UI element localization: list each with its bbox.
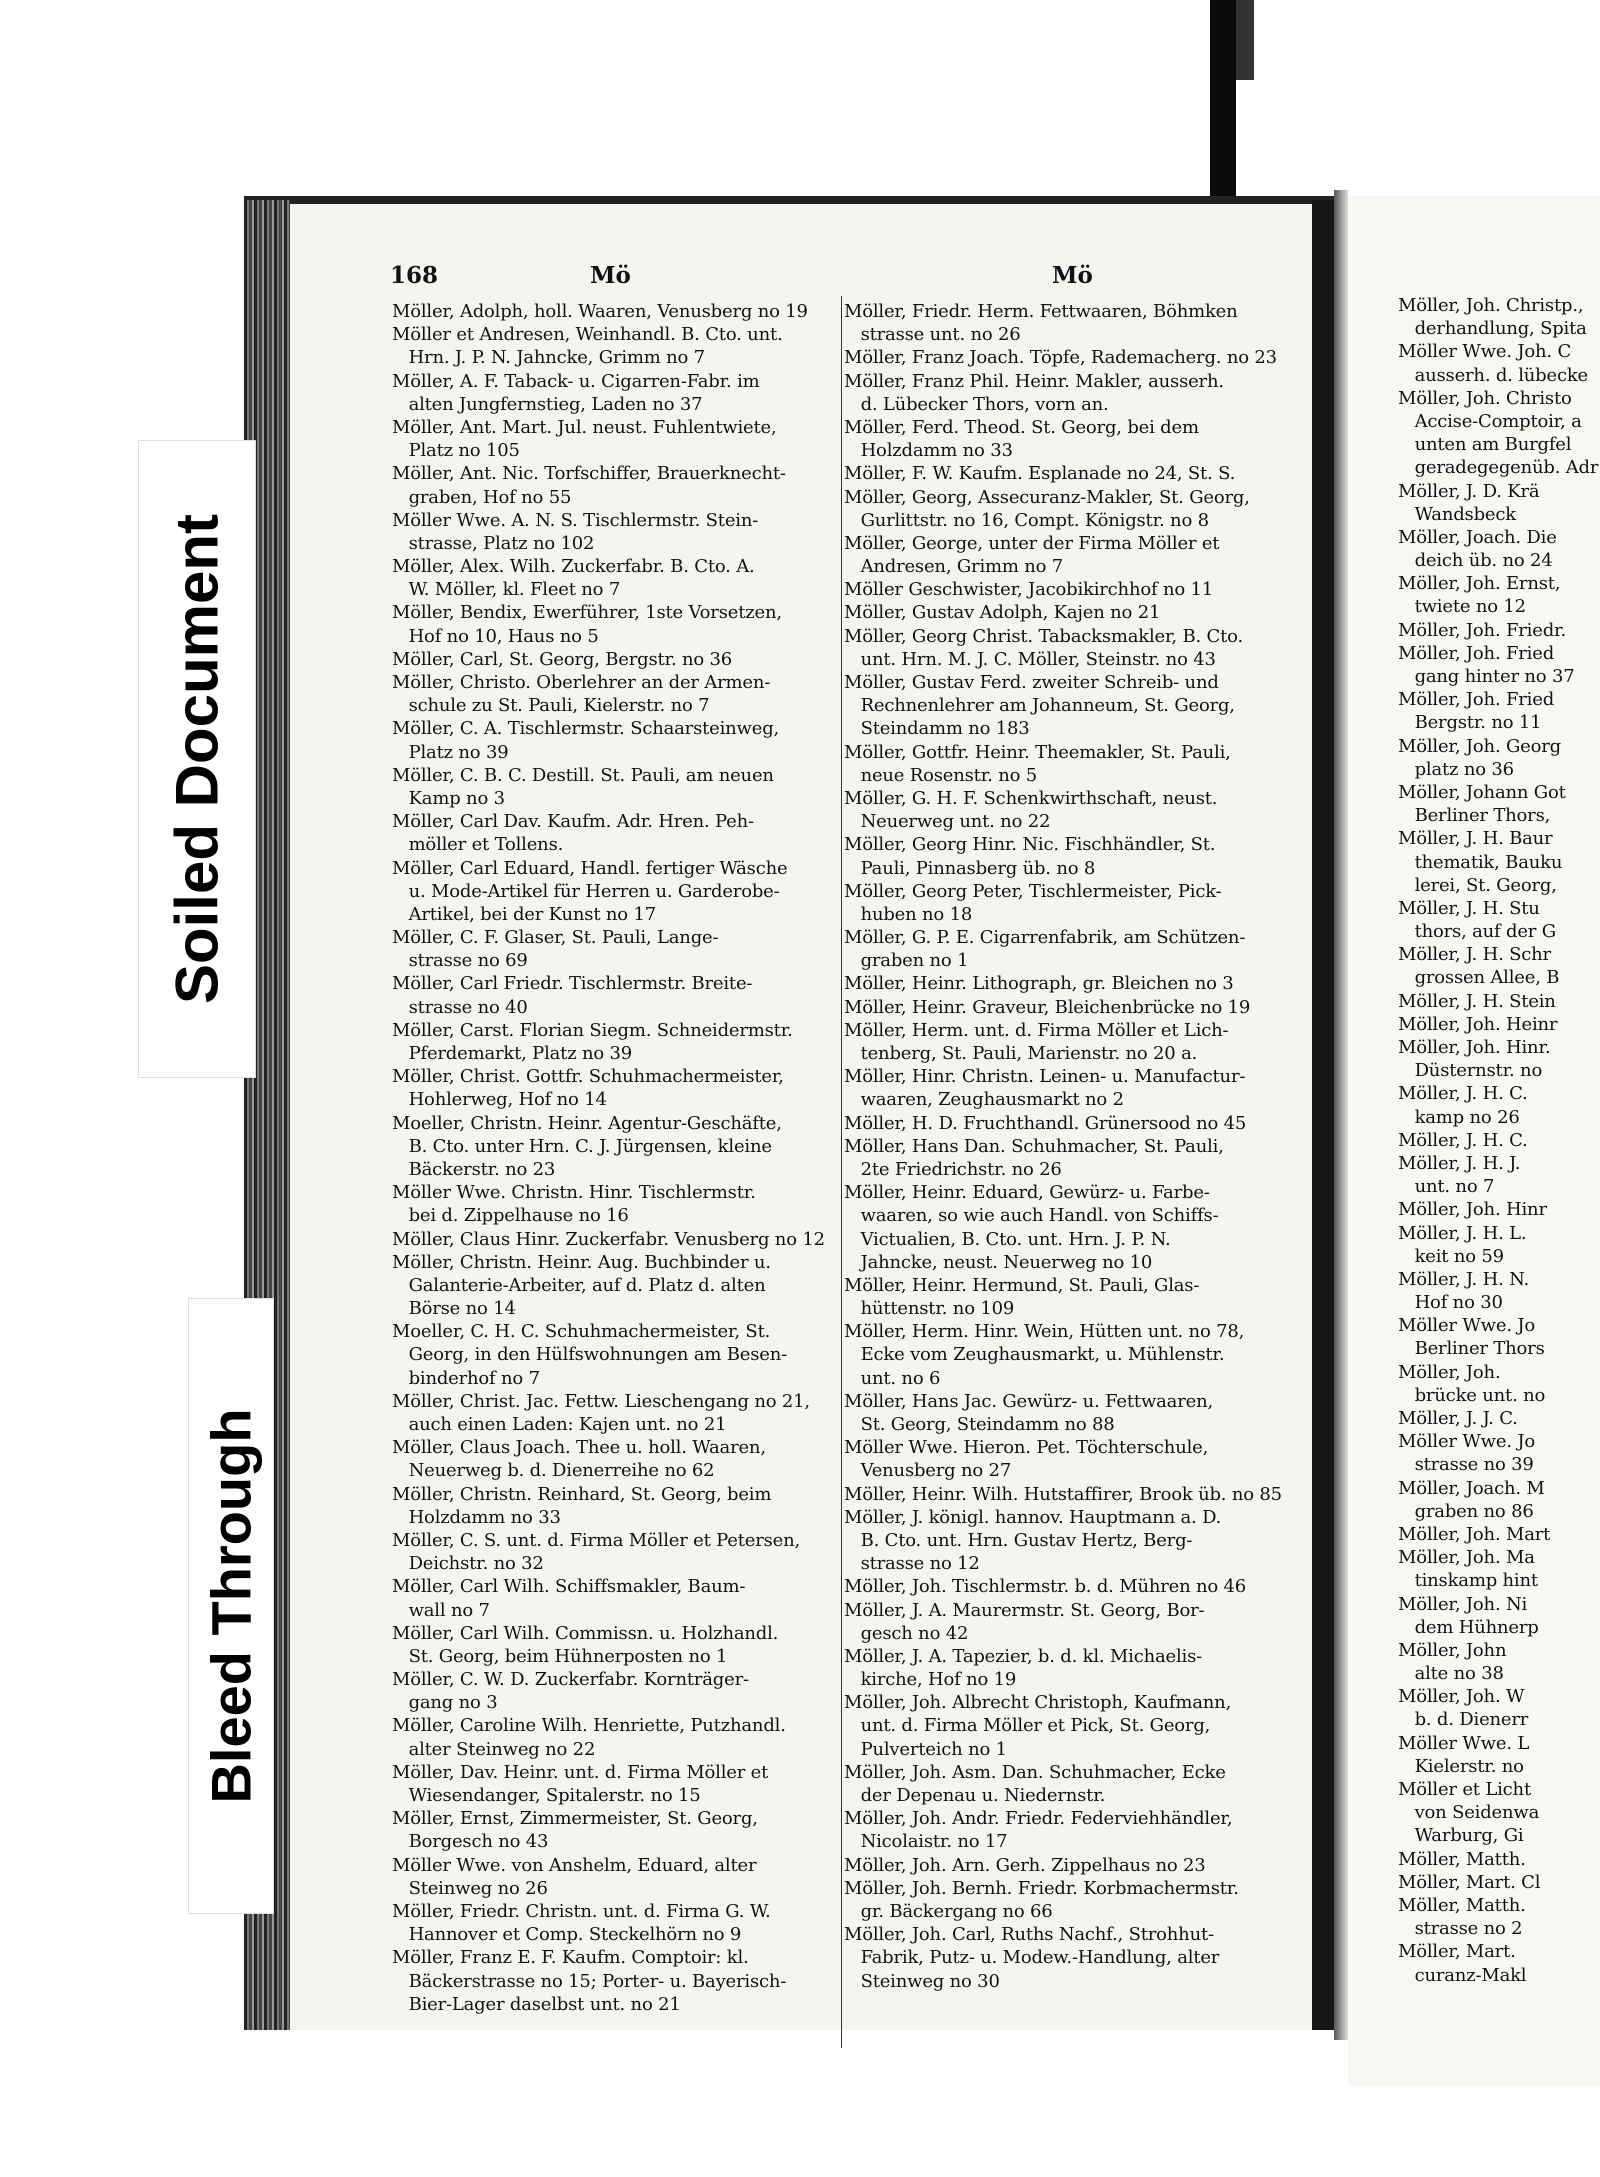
directory-line: Möller, Alex. Wilh. Zuckerfabr. B. Cto. A.	[392, 556, 755, 578]
directory-line: Möller Wwe. Hieron. Pet. Töchterschule,	[844, 1437, 1209, 1459]
directory-line: Kielerstr. no	[1398, 1755, 1524, 1777]
directory-line: tinskamp hint	[1398, 1570, 1538, 1592]
directory-line: strasse unt. no 26	[844, 324, 1021, 346]
directory-line: Möller, Joh. Bernh. Friedr. Korbmachermstr.	[844, 1877, 1239, 1899]
directory-line: Möller, Carst. Florian Siegm. Schneidermstr.	[392, 1019, 793, 1041]
directory-line: Düsternstr. no	[1398, 1060, 1543, 1082]
directory-line: Möller, Mart. Cl	[1398, 1871, 1541, 1893]
directory-line: Warburg, Gi	[1398, 1825, 1524, 1847]
directory-line: Möller, Joh.	[1398, 1361, 1501, 1383]
directory-line: Hohlerweg, Hof no 14	[392, 1089, 607, 1111]
directory-line: unt. no 6	[844, 1367, 941, 1389]
directory-line: Möller, John	[1398, 1639, 1507, 1661]
directory-line: Möller, Gottfr. Heinr. Theemakler, St. Pauli,	[844, 741, 1231, 763]
directory-line: Möller, Franz Joach. Töpfe, Rademacherg. no 23	[844, 347, 1277, 369]
directory-line: ausserh. d. lübecke	[1398, 364, 1588, 386]
directory-line: Möller, J. H. Schr	[1398, 944, 1551, 966]
running-header-left: Mö	[590, 262, 631, 289]
directory-line: Platz no 105	[392, 440, 520, 462]
directory-line: Möller, Joach. M	[1398, 1477, 1545, 1499]
scanner-edge-strip-2	[1236, 0, 1254, 80]
directory-line: Möller, Joh. Hinr.	[1398, 1037, 1551, 1058]
directory-line: St. Georg, beim Hühnerposten no 1	[392, 1645, 728, 1667]
directory-line: Möller Wwe. Jo	[1398, 1315, 1536, 1337]
directory-line: Moeller, Christn. Heinr. Agentur-Geschäfte,	[392, 1112, 782, 1134]
soiled-document-text: Soiled Document	[163, 513, 231, 1005]
directory-line: Pulverteich no 1	[844, 1738, 1007, 1760]
directory-line: Möller, Georg Christ. Tabacksmakler, B. Cto.	[844, 625, 1243, 647]
directory-line: Neuerweg b. d. Dienerreihe no 62	[392, 1460, 715, 1482]
directory-line: Möller, Heinr. Graveur, Bleichenbrücke no 19	[844, 996, 1251, 1018]
directory-line: Möller, Carl Wilh. Schiffsmakler, Baum-	[392, 1576, 746, 1598]
directory-line: Möller, Hinr. Christn. Leinen- u. Manufactur-	[844, 1066, 1246, 1088]
directory-line: Georg, in den Hülfswohnungen am Besen-	[392, 1344, 787, 1366]
directory-line: brücke unt. no	[1398, 1384, 1546, 1406]
directory-line: Möller, C. W. D. Zuckerfabr. Kornträger-	[392, 1669, 749, 1691]
directory-line: hüttenstr. no 109	[844, 1298, 1015, 1320]
directory-line: Möller, Franz E. F. Kaufm. Comptoir: kl.	[392, 1947, 749, 1969]
directory-line: Möller, Ferd. Theod. St. Georg, bei dem	[844, 416, 1199, 438]
directory-line: Möller, J. H. Stu	[1398, 897, 1540, 919]
directory-line: Möller, Joh. Christo	[1398, 387, 1572, 409]
directory-line: schule zu St. Pauli, Kielerstr. no 7	[392, 695, 710, 717]
directory-line: Möller, Joh. Ma	[1398, 1547, 1535, 1569]
directory-line: Wandsbeck	[1398, 503, 1516, 525]
directory-line: Möller, Heinr. Lithograph, gr. Bleichen no 3	[844, 973, 1234, 995]
directory-line: thematik, Bauku	[1398, 851, 1563, 873]
directory-line: Möller, Matth.	[1398, 1894, 1526, 1916]
directory-line: u. Mode-Artikel für Herren u. Garderobe-	[392, 880, 780, 902]
directory-line: Möller, Joh. Christp.,	[1398, 295, 1584, 316]
directory-line: Möller, Hans Jac. Gewürz- u. Fettwaaren,	[844, 1390, 1213, 1412]
directory-line: Möller, Georg Peter, Tischlermeister, Pick-	[844, 880, 1222, 902]
directory-line: Möller, J. H. C.	[1398, 1083, 1528, 1105]
directory-line: strasse, Platz no 102	[392, 532, 595, 554]
directory-line: Möller, Mart.	[1398, 1941, 1516, 1963]
directory-line: Börse no 14	[392, 1298, 516, 1320]
directory-line: Möller, J. H. J.	[1398, 1152, 1521, 1174]
directory-line: Möller, Joh. Ni	[1398, 1593, 1528, 1615]
directory-line: Kamp no 3	[392, 787, 505, 809]
directory-line: 2te Friedrichstr. no 26	[844, 1158, 1062, 1180]
book-gutter	[1334, 190, 1348, 2040]
directory-line: alte no 38	[1398, 1663, 1504, 1685]
directory-line: strasse no 69	[392, 950, 528, 972]
directory-line: auch einen Laden: Kajen unt. no 21	[392, 1414, 727, 1435]
directory-line: b. d. Dienerr	[1398, 1709, 1529, 1731]
directory-line: strasse no 39	[1398, 1454, 1534, 1476]
directory-line: strasse no 40	[392, 996, 528, 1018]
directory-line: waaren, Zeughausmarkt no 2	[844, 1089, 1124, 1111]
directory-line: waaren, so wie auch Handl. von Schiffs-	[844, 1205, 1219, 1227]
directory-line: geradegegenüb. Adr	[1398, 457, 1599, 479]
directory-line: Möller, G. P. E. Cigarrenfabrik, am Schützen-	[844, 927, 1246, 949]
directory-line: bei d. Zippelhause no 16	[392, 1205, 629, 1227]
directory-line: Borgesch no 43	[392, 1831, 549, 1853]
directory-line: Möller, Joh. Georg	[1398, 735, 1561, 757]
directory-line: alter Steinweg no 22	[392, 1738, 596, 1760]
directory-line: Möller, Heinr. Wilh. Hutstaffirer, Brook üb. no 85	[844, 1483, 1282, 1505]
bleed-through-text: Bleed Through	[199, 1408, 263, 1804]
directory-line: Möller, Carl Wilh. Commissn. u. Holzhandl.	[392, 1622, 779, 1644]
directory-line: Möller, Gustav Ferd. zweiter Schreib- und	[844, 672, 1219, 693]
directory-line: Steinweg no 26	[392, 1877, 548, 1899]
book-top-edge	[244, 196, 1334, 204]
directory-line: B. Cto. unt. Hrn. Gustav Hertz, Berg-	[844, 1529, 1193, 1551]
directory-line: Berliner Thors,	[1398, 805, 1551, 827]
directory-line: Möller, Joh. W	[1398, 1686, 1525, 1708]
directory-line: Möller, Heinr. Eduard, Gewürz- u. Farbe-	[844, 1182, 1210, 1204]
directory-line: Möller, Joh. Fried	[1398, 689, 1555, 711]
directory-line: Wiesendanger, Spitalerstr. no 15	[392, 1785, 701, 1806]
directory-line: Möller, Christn. Heinr. Aug. Buchbinder u.	[392, 1251, 771, 1273]
directory-line: Hof no 10, Haus no 5	[392, 625, 599, 647]
directory-line: der Depenau u. Niedernstr.	[844, 1785, 1106, 1806]
directory-line: unt. no 7	[1398, 1176, 1495, 1198]
directory-line: Möller, A. F. Taback- u. Cigarren-Fabr. im	[392, 370, 760, 392]
directory-line: Victualien, B. Cto. unt. Hrn. J. P. N.	[844, 1228, 1171, 1250]
directory-line: Möller, J. H. Stein	[1398, 990, 1556, 1012]
directory-line: Hannover et Comp. Steckelhörn no 9	[392, 1924, 742, 1946]
directory-line: strasse no 2	[1398, 1918, 1523, 1940]
directory-line: huben no 18	[844, 903, 973, 925]
directory-line: wall no 7	[392, 1599, 490, 1621]
directory-line: Möller, George, unter der Firma Möller et	[844, 532, 1220, 554]
directory-line: Pferdemarkt, Platz no 39	[392, 1043, 633, 1064]
directory-line: Möller, Claus Joach. Thee u. holl. Waaren,	[392, 1437, 766, 1459]
directory-line: deich üb. no 24	[1398, 550, 1553, 572]
directory-line: Möller, J. H. Baur	[1398, 828, 1553, 850]
directory-line: Möller, Carl Eduard, Handl. fertiger Wäsche	[392, 857, 788, 879]
directory-line: Deichstr. no 32	[392, 1553, 544, 1575]
directory-line: Steinweg no 30	[844, 1970, 1000, 1992]
directory-line: Möller, C. B. C. Destill. St. Pauli, am neuen	[392, 764, 774, 786]
directory-line: Möller, Ernst, Zimmermeister, St. Georg,	[392, 1808, 758, 1830]
directory-line: Möller, J. D. Krä	[1398, 480, 1540, 502]
directory-line: Möller, Adolph, holl. Waaren, Venusberg no 19	[392, 301, 808, 322]
directory-line: Holzdamm no 33	[844, 440, 1013, 462]
directory-line: curanz-Makl	[1398, 1964, 1527, 1986]
directory-line: Platz no 39	[392, 741, 509, 763]
directory-line: derhandlung, Spita	[1398, 318, 1587, 340]
directory-line: Möller, Hans Dan. Schuhmacher, St. Pauli,	[844, 1135, 1224, 1157]
directory-line: Möller, Caroline Wilh. Henriette, Putzhandl.	[392, 1715, 786, 1737]
directory-line: Pauli, Pinnasberg üb. no 8	[844, 857, 1096, 879]
directory-line: Möller, Dav. Heinr. unt. d. Firma Möller et	[392, 1761, 769, 1783]
directory-line: Bergstr. no 11	[1398, 712, 1542, 734]
directory-line: kirche, Hof no 19	[844, 1669, 1017, 1691]
directory-line: Hof no 30	[1398, 1292, 1503, 1314]
directory-line: Möller, Franz Phil. Heinr. Makler, ausserh.	[844, 370, 1224, 392]
directory-line: Möller Wwe. von Anshelm, Eduard, alter	[392, 1854, 757, 1876]
directory-line: Möller, J. H. N.	[1398, 1268, 1530, 1290]
directory-line: Galanterie-Arbeiter, auf d. Platz d. alten	[392, 1274, 766, 1296]
directory-line: Berliner Thors	[1398, 1338, 1545, 1360]
directory-line: Möller, Carl Friedr. Tischlermstr. Breite-	[392, 973, 753, 995]
directory-line: neue Rosenstr. no 5	[844, 764, 1037, 786]
directory-line: von Seidenwa	[1398, 1802, 1540, 1824]
directory-line: Möller, Joh. Mart	[1398, 1523, 1551, 1545]
directory-line: platz no 36	[1398, 758, 1514, 780]
directory-column-right	[844, 300, 1302, 1993]
directory-line: Bäckerstr. no 23	[392, 1158, 556, 1180]
directory-line: Möller, Christn. Reinhard, St. Georg, beim	[392, 1483, 772, 1505]
directory-line: Moeller, C. H. C. Schuhmachermeister, St.	[392, 1321, 771, 1343]
directory-line: Neuerweg unt. no 22	[844, 811, 1051, 833]
directory-line: Möller, Ant. Nic. Torfschiffer, Brauerknecht-	[392, 463, 786, 485]
directory-line: Möller, Joh. Tischlermstr. b. d. Mühren no 46	[844, 1576, 1247, 1598]
directory-line: grossen Allee, B	[1398, 967, 1560, 989]
directory-line: Möller, Georg Hinr. Nic. Fischhändler, St.	[844, 834, 1216, 856]
directory-line: Holzdamm no 33	[392, 1506, 561, 1528]
directory-line: Möller, Christ. Jac. Fettw. Lieschengang no 21,	[392, 1390, 810, 1412]
directory-line: Möller, Ant. Mart. Jul. neust. Fuhlentwiete,	[392, 416, 777, 438]
directory-line: dem Hühnerp	[1398, 1616, 1539, 1638]
directory-line: Möller, J. J. C.	[1398, 1408, 1518, 1429]
directory-line: Möller Wwe. Christn. Hinr. Tischlermstr.	[392, 1182, 756, 1204]
directory-line: Möller, J. H. C.	[1398, 1129, 1528, 1151]
directory-line: Möller, Joh. Heinr	[1398, 1013, 1558, 1035]
directory-line: B. Cto. unter Hrn. C. J. Jürgensen, kleine	[392, 1135, 772, 1157]
directory-line: Möller, C. F. Glaser, St. Pauli, Lange-	[392, 927, 719, 949]
directory-line: Möller, Herm. unt. d. Firma Möller et Lich-	[844, 1019, 1229, 1041]
directory-line: gang hinter no 37	[1398, 666, 1575, 687]
directory-line: Möller Wwe. A. N. S. Tischlermstr. Stein-	[392, 509, 759, 531]
directory-line: Möller, Gustav Adolph, Kajen no 21	[844, 602, 1161, 624]
directory-line: unten am Burgfel	[1398, 434, 1572, 456]
directory-line: Möller, Joh. Asm. Dan. Schuhmacher, Ecke	[844, 1761, 1226, 1783]
directory-line: alten Jungfernstieg, Laden no 37	[392, 393, 703, 415]
directory-line: Gurlittstr. no 16, Compt. Königstr. no 8	[844, 509, 1209, 531]
directory-line: Möller, Joh. Albrecht Christoph, Kaufmann,	[844, 1692, 1232, 1714]
directory-line: Fabrik, Putz- u. Modew.-Handlung, alter	[844, 1947, 1220, 1969]
directory-line: graben no 86	[1398, 1500, 1534, 1522]
facing-page-column	[1398, 294, 1600, 1987]
directory-line: Möller, Carl, St. Georg, Bergstr. no 36	[392, 648, 733, 670]
directory-line: Möller, J. H. L.	[1398, 1222, 1527, 1244]
directory-line: gesch no 42	[844, 1622, 969, 1644]
directory-line: Möller, Matth.	[1398, 1848, 1526, 1870]
directory-line: Hrn. J. P. N. Jahncke, Grimm no 7	[392, 347, 705, 369]
directory-line: unt. Hrn. M. J. C. Möller, Steinstr. no 43	[844, 648, 1216, 670]
scanner-edge-strip	[1210, 0, 1236, 196]
directory-line: Jahncke, neust. Neuerweg no 10	[844, 1251, 1153, 1273]
directory-line: Bäckerstrasse no 15; Porter- u. Bayerisch-	[392, 1970, 787, 1992]
directory-line: Rechnenlehrer am Johanneum, St. Georg,	[844, 695, 1235, 717]
directory-line: d. Lübecker Thors, vorn an.	[844, 393, 1109, 415]
directory-line: twiete no 12	[1398, 596, 1526, 618]
directory-line: St. Georg, Steindamm no 88	[844, 1414, 1115, 1435]
directory-line: Möller, C. A. Tischlermstr. Schaarsteinweg,	[392, 718, 780, 740]
directory-line: graben no 1	[844, 950, 969, 972]
directory-line: lerei, St. Georg,	[1398, 874, 1557, 896]
directory-line: möller et Tollens.	[392, 834, 564, 856]
directory-line: Möller, Friedr. Herm. Fettwaaren, Böhmken	[844, 301, 1238, 322]
directory-line: Möller et Andresen, Weinhandl. B. Cto. unt.	[392, 324, 783, 346]
directory-line: Möller, J. A. Maurermstr. St. Georg, Bor-	[844, 1599, 1205, 1621]
directory-line: Möller, H. D. Fruchthandl. Grünersood no 45	[844, 1112, 1247, 1134]
directory-line: gang no 3	[392, 1692, 498, 1714]
directory-line: Möller, F. W. Kaufm. Esplanade no 24, St. S.	[844, 463, 1236, 485]
directory-line: keit no 59	[1398, 1245, 1504, 1267]
directory-line: strasse no 12	[844, 1553, 980, 1575]
directory-line: Möller et Licht	[1398, 1779, 1531, 1800]
directory-line: Möller, Herm. Hinr. Wein, Hütten unt. no 78,	[844, 1321, 1245, 1343]
directory-column-left	[392, 300, 840, 2016]
directory-line: Möller, Claus Hinr. Zuckerfabr. Venusberg no 12	[392, 1228, 825, 1250]
directory-line: graben, Hof no 55	[392, 486, 572, 508]
directory-line: gr. Bäckergang no 66	[844, 1900, 1053, 1922]
page-binding-shadow	[1312, 200, 1334, 2030]
directory-line: Möller, C. S. unt. d. Firma Möller et Petersen,	[392, 1529, 801, 1551]
directory-line: Möller, Joh. Hinr	[1398, 1199, 1547, 1221]
directory-line: Andresen, Grimm no 7	[844, 556, 1064, 578]
directory-line: Möller, J. A. Tapezier, b. d. kl. Michaelis-	[844, 1645, 1203, 1667]
directory-line: thors, auf der G	[1398, 921, 1556, 943]
directory-line: binderhof no 7	[392, 1367, 540, 1389]
column-divider	[841, 296, 842, 2048]
directory-line: Möller, Johann Got	[1398, 781, 1566, 803]
directory-line: Ecke vom Zeughausmarkt, u. Mühlenstr.	[844, 1344, 1225, 1366]
directory-line: Möller, Joh. Arn. Gerh. Zippelhaus no 23	[844, 1854, 1206, 1876]
directory-line: Möller, J. königl. hannov. Hauptmann a. D.	[844, 1506, 1222, 1528]
soiled-document-label	[138, 440, 256, 1078]
running-header-right: Mö	[1052, 262, 1093, 289]
directory-line: kamp no 26	[1398, 1106, 1520, 1128]
page-number: 168	[390, 262, 439, 289]
directory-line: Möller, Joh. Ernst,	[1398, 573, 1561, 595]
directory-line: tenberg, St. Pauli, Marienstr. no 20 a.	[844, 1043, 1198, 1064]
directory-line: Möller, Joh. Andr. Friedr. Federviehhändler,	[844, 1808, 1233, 1830]
directory-line: Bier-Lager daselbst unt. no 21	[392, 1993, 681, 2015]
directory-line: unt. d. Firma Möller et Pick, St. Georg,	[844, 1715, 1211, 1737]
directory-line: Möller, G. H. F. Schenkwirthschaft, neust.	[844, 787, 1218, 809]
directory-line: Venusberg no 27	[844, 1460, 1012, 1482]
directory-line: Möller, Bendix, Ewerführer, 1ste Vorsetzen,	[392, 602, 782, 624]
directory-line: Möller, Friedr. Christn. unt. d. Firma G. W.	[392, 1900, 771, 1922]
directory-line: Möller, Georg, Assecuranz-Makler, St. Georg,	[844, 486, 1250, 508]
directory-line: Möller, Heinr. Hermund, St. Pauli, Glas-	[844, 1274, 1200, 1296]
directory-line: Möller, Joh. Fried	[1398, 642, 1555, 664]
directory-line: Möller, Carl Dav. Kaufm. Adr. Hren. Peh-	[392, 811, 754, 833]
directory-line: Artikel, bei der Kunst no 17	[392, 903, 656, 925]
directory-line: Möller, Joh. Friedr.	[1398, 619, 1566, 641]
directory-line: Accise-Comptoir, a	[1398, 410, 1582, 432]
directory-line: Steindamm no 183	[844, 718, 1030, 740]
directory-line: Möller Wwe. Jo	[1398, 1431, 1536, 1453]
directory-line: Möller Wwe. L	[1398, 1732, 1530, 1754]
directory-line: Möller, Christ. Gottfr. Schuhmachermeister,	[392, 1066, 784, 1088]
directory-line: Möller, Joach. Die	[1398, 526, 1557, 548]
directory-line: Möller, Joh. Carl, Ruths Nachf., Strohhut-	[844, 1924, 1214, 1946]
directory-line: Möller, Christo. Oberlehrer an der Armen-	[392, 672, 771, 693]
bleed-through-label	[188, 1298, 274, 1914]
directory-line: W. Möller, kl. Fleet no 7	[392, 579, 621, 601]
directory-line: Nicolaistr. no 17	[844, 1831, 1008, 1853]
directory-line: Möller Geschwister, Jacobikirchhof no 11	[844, 579, 1214, 601]
directory-line: Möller Wwe. Joh. C	[1398, 341, 1572, 363]
